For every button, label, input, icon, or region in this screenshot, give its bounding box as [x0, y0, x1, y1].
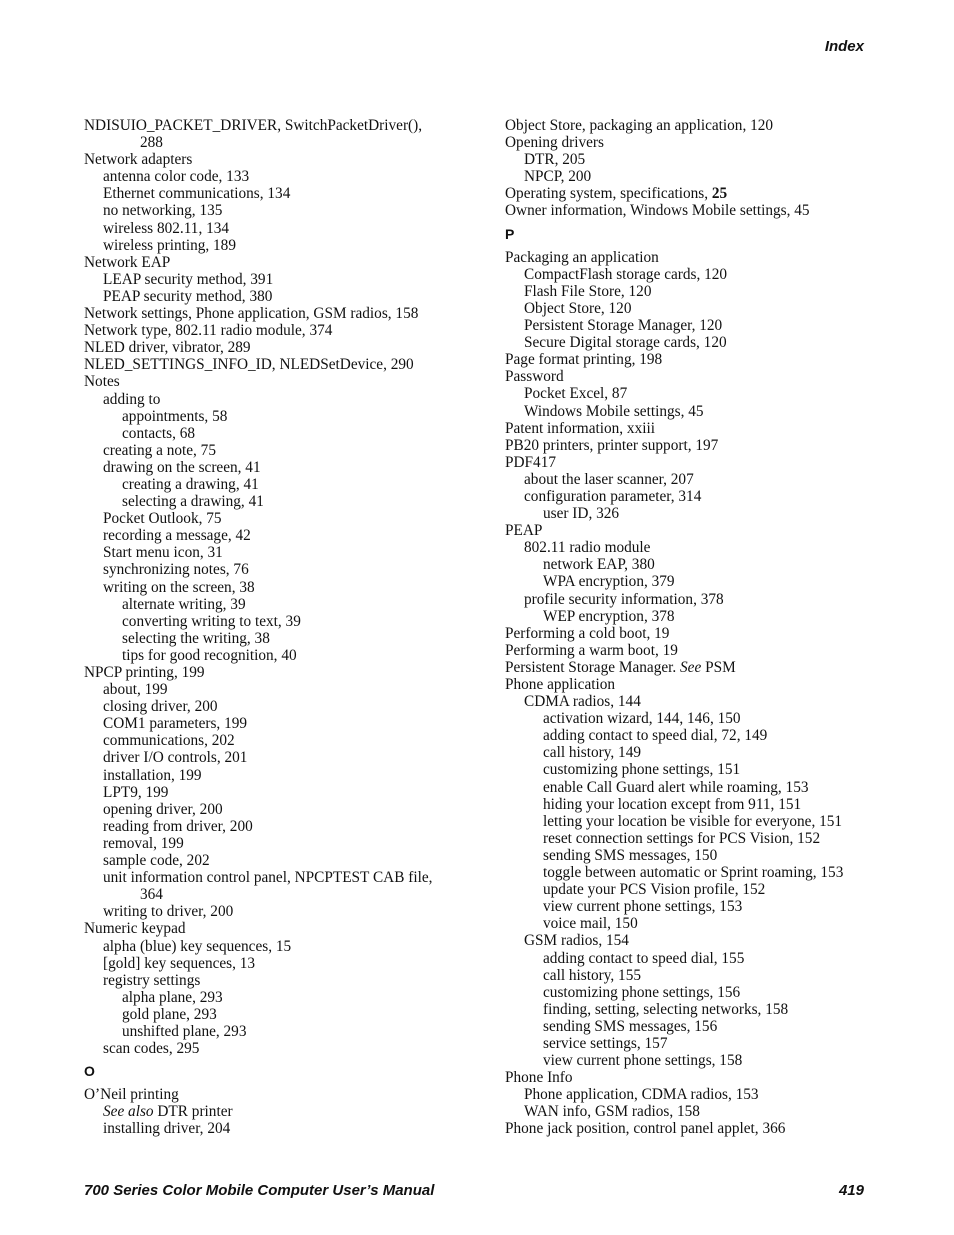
index-subentry: about, 199 [103, 681, 168, 699]
index-entry: PDF417 [505, 453, 557, 471]
index-subentry: opening driver, 200 [103, 800, 223, 818]
index-entry: PB20 printers, printer support, 197 [505, 436, 719, 454]
index-subentry: WPA encryption, 379 [543, 573, 675, 591]
index-entry: NLED driver, vibrator, 289 [84, 339, 251, 357]
index-subentry: GSM radios, 154 [524, 932, 629, 950]
index-subentry: profile security information, 378 [524, 590, 724, 608]
index-entry: Opening drivers [505, 134, 604, 152]
index-subentry: creating a note, 75 [103, 441, 216, 459]
index-subentry: activation wizard, 144, 146, 150 [543, 710, 741, 728]
index-subentry: gold plane, 293 [122, 1005, 217, 1023]
index-subentry: sample code, 202 [103, 852, 210, 870]
index-subentry: selecting the writing, 38 [122, 629, 270, 647]
running-header: Index [824, 38, 864, 55]
index-entry-continuation: 288 [140, 134, 163, 152]
index-subentry: sending SMS messages, 156 [543, 1017, 718, 1035]
index-subentry: reset connection settings for PCS Vision, 152 [543, 829, 821, 847]
index-entry: Network adapters [84, 151, 193, 169]
index-subentry: tips for good recognition, 40 [122, 646, 297, 664]
index-subentry: writing on the screen, 38 [103, 578, 255, 596]
index-subentry: Pocket Outlook, 75 [103, 510, 222, 528]
index-subentry: call history, 149 [543, 744, 641, 762]
index-subentry: Persistent Storage Manager, 120 [524, 317, 723, 335]
index-subentry: enable Call Guard alert while roaming, 153 [543, 778, 809, 796]
index-subentry: installing driver, 204 [103, 1120, 231, 1138]
index-subentry: scan codes, 295 [103, 1040, 200, 1058]
index-subentry: adding contact to speed dial, 72, 149 [543, 727, 768, 745]
index-subentry: update your PCS Vision profile, 152 [543, 881, 766, 899]
index-subentry: voice mail, 150 [543, 915, 638, 933]
index-subentry: adding contact to speed dial, 155 [543, 949, 745, 967]
index-subentry: sending SMS messages, 150 [543, 846, 718, 864]
index-entry: Phone jack position, control panel applet, 366 [505, 1120, 786, 1138]
index-entry: Password [505, 368, 564, 386]
index-subentry: service settings, 157 [543, 1034, 668, 1052]
index-subentry: recording a message, 42 [103, 527, 251, 545]
index-subentry: closing driver, 200 [103, 698, 218, 716]
index-subentry: See also DTR printer [103, 1103, 233, 1121]
index-subentry: alternate writing, 39 [122, 595, 246, 613]
index-subentry: unit information control panel, NPCPTEST CAB file, [103, 869, 433, 887]
index-subentry: wireless 802.11, 134 [103, 219, 230, 237]
index-column-right [505, 117, 875, 1138]
index-subentry: CDMA radios, 144 [524, 693, 641, 711]
index-subentry: WAN info, GSM radios, 158 [524, 1103, 700, 1121]
index-subentry: Object Store, 120 [524, 299, 632, 317]
index-subentry: Pocket Excel, 87 [524, 385, 628, 403]
index-subentry: finding, setting, selecting networks, 158 [543, 1000, 789, 1018]
index-subentry: wireless printing, 189 [103, 236, 236, 254]
index-entry: Notes [84, 373, 120, 391]
index-subentry: Phone application, CDMA radios, 153 [524, 1086, 759, 1104]
index-entry: PEAP [505, 522, 543, 540]
page-footer [84, 1182, 864, 1199]
index-entry: NDISUIO_PACKET_DRIVER, SwitchPacketDriver(), [84, 117, 423, 134]
see-also-label: See also [103, 1103, 154, 1121]
index-entry: Performing a cold boot, 19 [505, 624, 670, 642]
index-subentry: Flash File Store, 120 [524, 282, 652, 300]
index-subentry: converting writing to text, 39 [122, 612, 301, 630]
index-subentry: WEP encryption, 378 [543, 607, 675, 625]
index-subentry: alpha plane, 293 [122, 988, 223, 1006]
index-subentry: CompactFlash storage cards, 120 [524, 265, 728, 283]
index-subentry: Windows Mobile settings, 45 [524, 402, 704, 420]
index-subentry: no networking, 135 [103, 202, 223, 220]
index-entry: Operating system, specifications, 25 [505, 185, 728, 203]
index-subentry: LEAP security method, 391 [103, 270, 274, 288]
index-subentry: DTR, 205 [524, 151, 586, 169]
index-subentry: hiding your location except from 911, 151 [543, 795, 802, 813]
index-entry: O’Neil printing [84, 1086, 179, 1104]
index-entry: Performing a warm boot, 19 [505, 641, 678, 659]
index-subentry: selecting a drawing, 41 [122, 493, 264, 511]
index-subentry: COM1 parameters, 199 [103, 715, 248, 733]
index-subentry: configuration parameter, 314 [524, 487, 702, 505]
index-subentry: writing to driver, 200 [103, 903, 234, 921]
index-entry: Patent information, xxiii [505, 419, 655, 437]
index-subentry: creating a drawing, 41 [122, 475, 259, 493]
index-subentry: network EAP, 380 [543, 556, 655, 574]
index-subentry: about the laser scanner, 207 [524, 470, 694, 488]
index-entry: NPCP printing, 199 [84, 664, 205, 681]
index-entry: Packaging an application [505, 248, 659, 266]
index-subentry: Start menu icon, 31 [103, 544, 223, 562]
see-label: See [680, 658, 702, 676]
index-subentry: toggle between automatic or Sprint roaming, 153 [543, 864, 844, 882]
index-entry: Network EAP [84, 253, 171, 271]
index-subentry: 802.11 radio module [524, 539, 651, 557]
index-subentry: adding to [103, 390, 161, 408]
index-subentry: [gold] key sequences, 13 [103, 954, 256, 972]
index-subentry: driver I/O controls, 201 [103, 749, 248, 767]
index-subentry: view current phone settings, 153 [543, 898, 743, 916]
index-subentry: call history, 155 [543, 966, 641, 984]
index-entry: Network type, 802.11 radio module, 374 [84, 322, 333, 340]
manual-title: 700 Series Color Mobile Computer User’s Manual [84, 1182, 435, 1199]
index-subentry: view current phone settings, 158 [543, 1052, 743, 1070]
index-column-left [84, 117, 464, 1138]
index-subentry: communications, 202 [103, 732, 235, 750]
index-entry: Numeric keypad [84, 920, 186, 938]
index-subentry: user ID, 326 [543, 505, 620, 523]
index-subentry: NPCP, 200 [524, 168, 592, 186]
index-subentry: installation, 199 [103, 766, 202, 784]
index-entry: Owner information, Windows Mobile settings, 45 [505, 202, 810, 220]
index-subentry: antenna color code, 133 [103, 168, 250, 186]
index-subentry: PEAP security method, 380 [103, 287, 273, 305]
index-subentry: Secure Digital storage cards, 120 [524, 334, 727, 352]
index-subentry: LPT9, 199 [103, 783, 169, 801]
index-subentry: customizing phone settings, 151 [543, 761, 741, 779]
index-subentry: contacts, 68 [122, 424, 196, 442]
index-entry: Object Store, packaging an application, 120 [505, 117, 774, 134]
index-subentry: registry settings [103, 971, 201, 989]
index-subentry: synchronizing notes, 76 [103, 561, 249, 579]
index-entry: Network settings, Phone application, GSM radios, 158 [84, 305, 419, 323]
index-subentry: reading from driver, 200 [103, 817, 253, 835]
index-subentry: unshifted plane, 293 [122, 1022, 247, 1040]
section-letter: P [505, 225, 515, 242]
index-subentry: removal, 199 [103, 834, 184, 852]
page-number: 419 [838, 1182, 864, 1199]
index-subentry: drawing on the screen, 41 [103, 458, 261, 476]
index-entry: NLED_SETTINGS_INFO_ID, NLEDSetDevice, 290 [84, 356, 414, 374]
index-subentry: customizing phone settings, 156 [543, 983, 741, 1001]
index-subentry: letting your location be visible for everyone, 151 [543, 812, 843, 830]
bold-page-ref: 25 [711, 185, 728, 203]
index-subentry: Ethernet communications, 134 [103, 185, 291, 203]
index-entry: Page format printing, 198 [505, 351, 663, 369]
index-entry-continuation: 364 [140, 886, 163, 904]
index-entry: Persistent Storage Manager. See PSM [505, 658, 736, 676]
index-entry: Phone application [505, 676, 616, 693]
section-letter: O [84, 1063, 95, 1080]
index-subentry: alpha (blue) key sequences, 15 [103, 937, 292, 955]
index-entry: Phone Info [505, 1069, 573, 1087]
index-subentry: appointments, 58 [122, 407, 228, 425]
